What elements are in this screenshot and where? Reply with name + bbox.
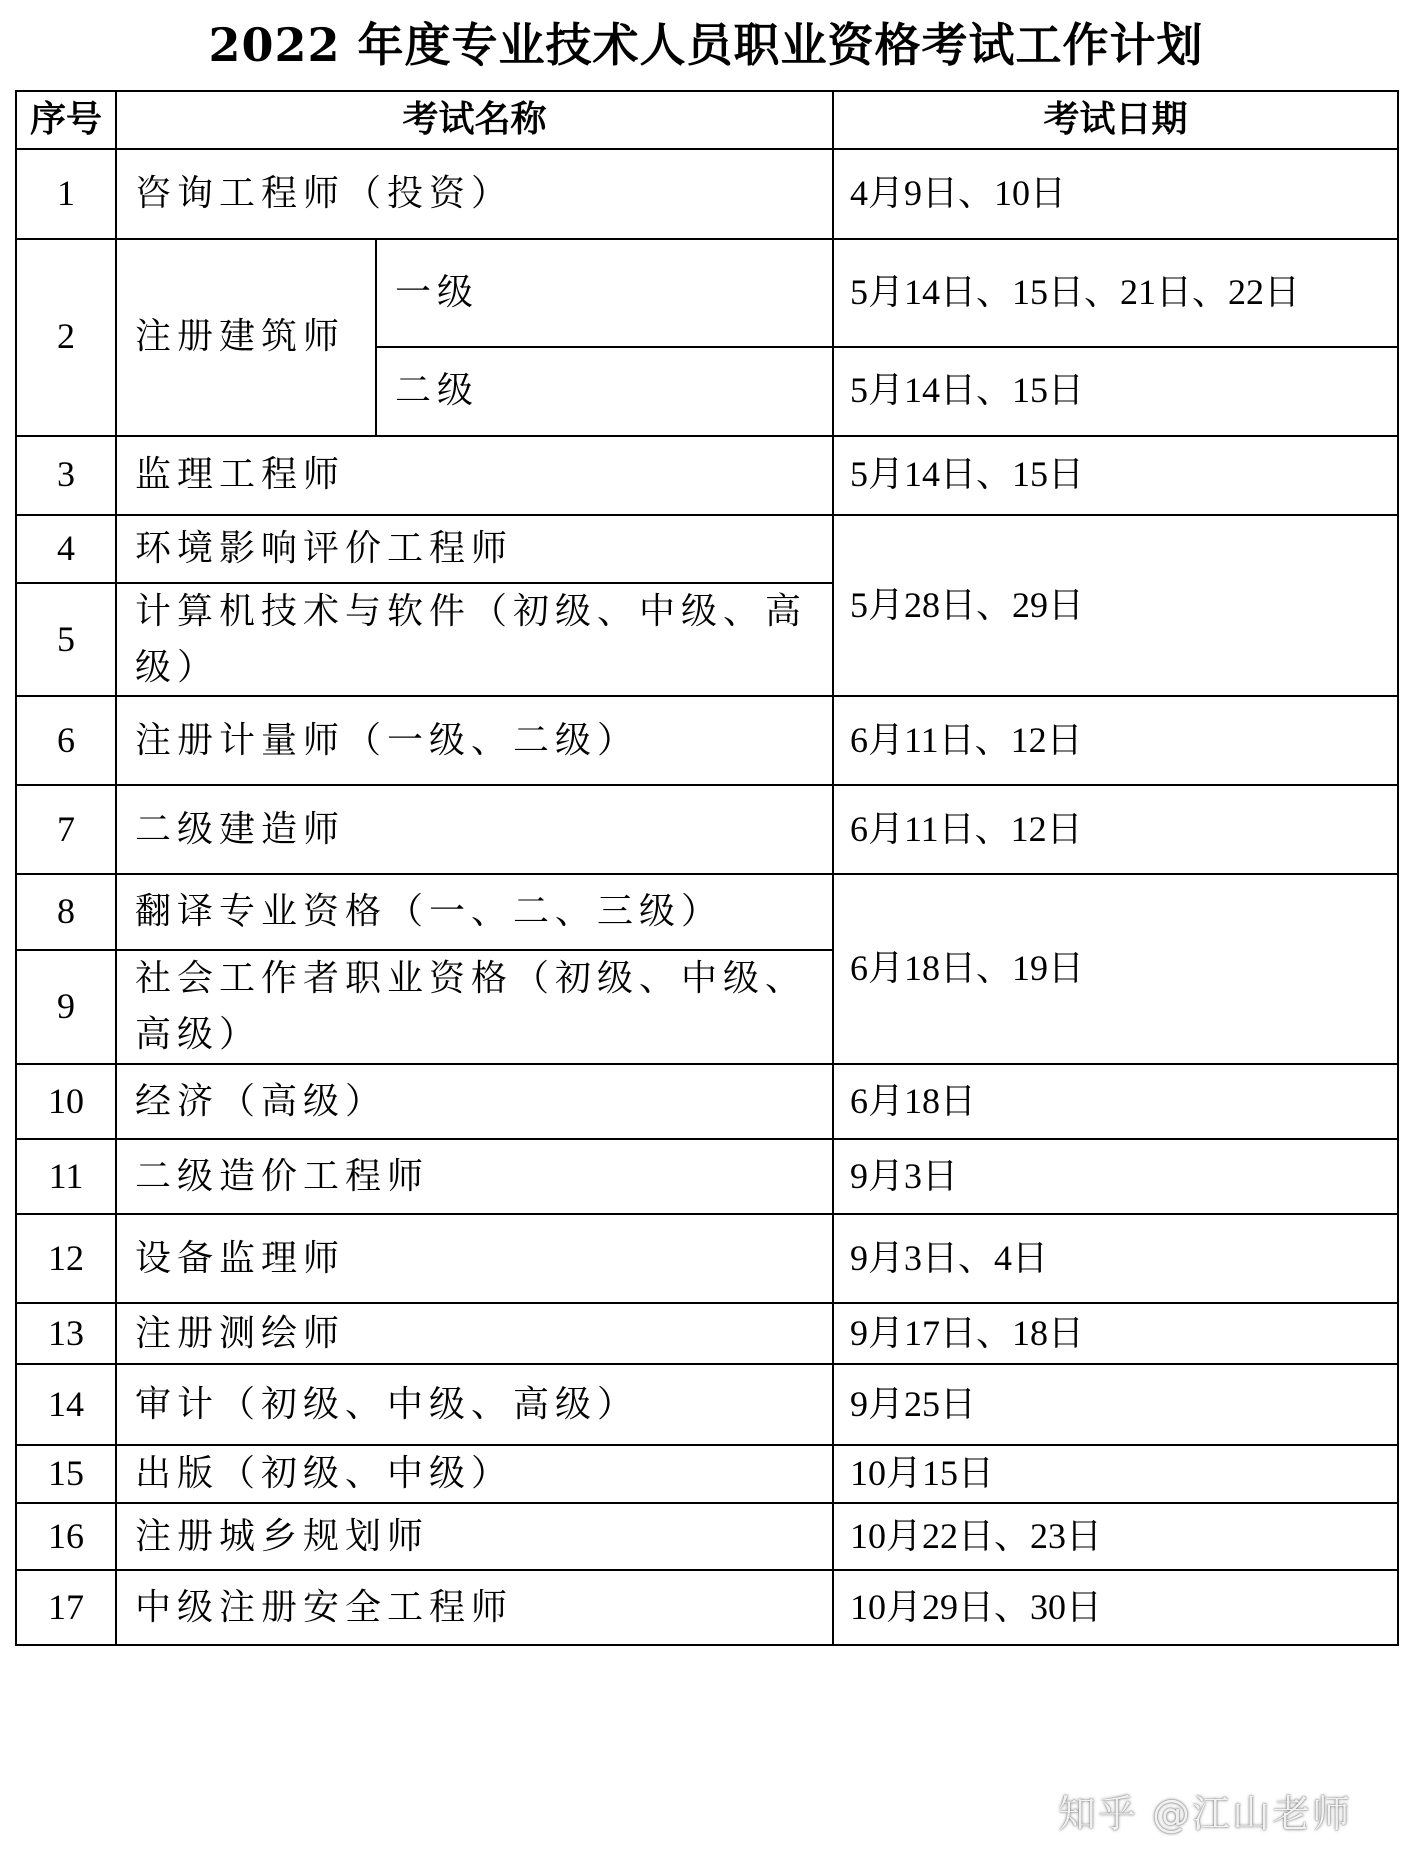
exam-schedule-table <box>15 90 1399 1646</box>
table-row <box>16 515 1398 583</box>
row-no: 8 <box>16 874 116 950</box>
row-exam-name: 注册测绘师 <box>116 1303 833 1364</box>
row-exam-date: 10月29日、30日 <box>833 1570 1398 1645</box>
row-no: 4 <box>16 515 116 583</box>
table-row <box>16 1364 1398 1445</box>
row-no: 16 <box>16 1503 116 1570</box>
row-no: 17 <box>16 1570 116 1645</box>
row-exam-name: 审计（初级、中级、高级） <box>116 1364 833 1445</box>
row-exam-name: 计算机技术与软件（初级、中级、高级） <box>116 583 833 697</box>
row-exam-name: 二级造价工程师 <box>116 1139 833 1214</box>
row-exam-level: 一级 <box>376 239 833 347</box>
row-exam-date: 6月11日、12日 <box>833 696 1398 785</box>
row-no: 15 <box>16 1445 116 1503</box>
row-no: 7 <box>16 785 116 874</box>
row-exam-name: 咨询工程师（投资） <box>116 149 833 239</box>
header-date: 考试日期 <box>833 91 1398 149</box>
row-exam-name: 注册建筑师 <box>116 239 376 436</box>
row-exam-name: 社会工作者职业资格（初级、中级、高级） <box>116 950 833 1064</box>
table-row <box>16 696 1398 785</box>
table-row <box>16 1503 1398 1570</box>
row-exam-date: 6月18日、19日 <box>833 874 1398 1064</box>
table-row <box>16 1303 1398 1364</box>
row-exam-date: 10月15日 <box>833 1445 1398 1503</box>
row-exam-name: 翻译专业资格（一、二、三级） <box>116 874 833 950</box>
row-no: 5 <box>16 583 116 697</box>
row-exam-date: 5月28日、29日 <box>833 515 1398 697</box>
table-header-row <box>16 91 1398 149</box>
row-exam-date: 9月17日、18日 <box>833 1303 1398 1364</box>
table-row <box>16 874 1398 950</box>
row-exam-name: 经济（高级） <box>116 1064 833 1139</box>
row-exam-date: 5月14日、15日、21日、22日 <box>833 239 1398 347</box>
row-exam-name: 环境影响评价工程师 <box>116 515 833 583</box>
row-exam-name: 中级注册安全工程师 <box>116 1570 833 1645</box>
row-exam-name: 出版（初级、中级） <box>116 1445 833 1503</box>
header-name: 考试名称 <box>116 91 833 149</box>
table-row <box>16 1064 1398 1139</box>
row-exam-date: 6月11日、12日 <box>833 785 1398 874</box>
row-exam-date: 5月14日、15日 <box>833 347 1398 436</box>
table-row <box>16 239 1398 347</box>
row-exam-name: 监理工程师 <box>116 436 833 515</box>
table-row <box>16 785 1398 874</box>
table-row <box>16 1139 1398 1214</box>
row-no: 2 <box>16 239 116 436</box>
row-no: 1 <box>16 149 116 239</box>
row-no: 6 <box>16 696 116 785</box>
row-no: 13 <box>16 1303 116 1364</box>
row-exam-date: 5月14日、15日 <box>833 436 1398 515</box>
row-exam-name: 注册城乡规划师 <box>116 1503 833 1570</box>
row-no: 14 <box>16 1364 116 1445</box>
row-no: 10 <box>16 1064 116 1139</box>
page-title: 2022 年度专业技术人员职业资格考试工作计划 <box>208 18 1204 72</box>
watermark: 知乎 @江山老师 <box>1057 1792 1352 1836</box>
table-row <box>16 1214 1398 1303</box>
header-no: 序号 <box>16 91 116 149</box>
row-exam-date: 9月3日 <box>833 1139 1398 1214</box>
row-no: 11 <box>16 1139 116 1214</box>
row-no: 9 <box>16 950 116 1064</box>
table-row <box>16 1445 1398 1503</box>
row-no: 12 <box>16 1214 116 1303</box>
row-exam-level: 二级 <box>376 347 833 436</box>
row-exam-date: 6月18日 <box>833 1064 1398 1139</box>
row-no: 3 <box>16 436 116 515</box>
row-exam-date: 9月3日、4日 <box>833 1214 1398 1303</box>
row-exam-date: 10月22日、23日 <box>833 1503 1398 1570</box>
table-row <box>16 149 1398 239</box>
row-exam-date: 9月25日 <box>833 1364 1398 1445</box>
table-row <box>16 436 1398 515</box>
row-exam-date: 4月9日、10日 <box>833 149 1398 239</box>
row-exam-name: 注册计量师（一级、二级） <box>116 696 833 785</box>
table-row <box>16 1570 1398 1645</box>
row-exam-name: 设备监理师 <box>116 1214 833 1303</box>
row-exam-name: 二级建造师 <box>116 785 833 874</box>
